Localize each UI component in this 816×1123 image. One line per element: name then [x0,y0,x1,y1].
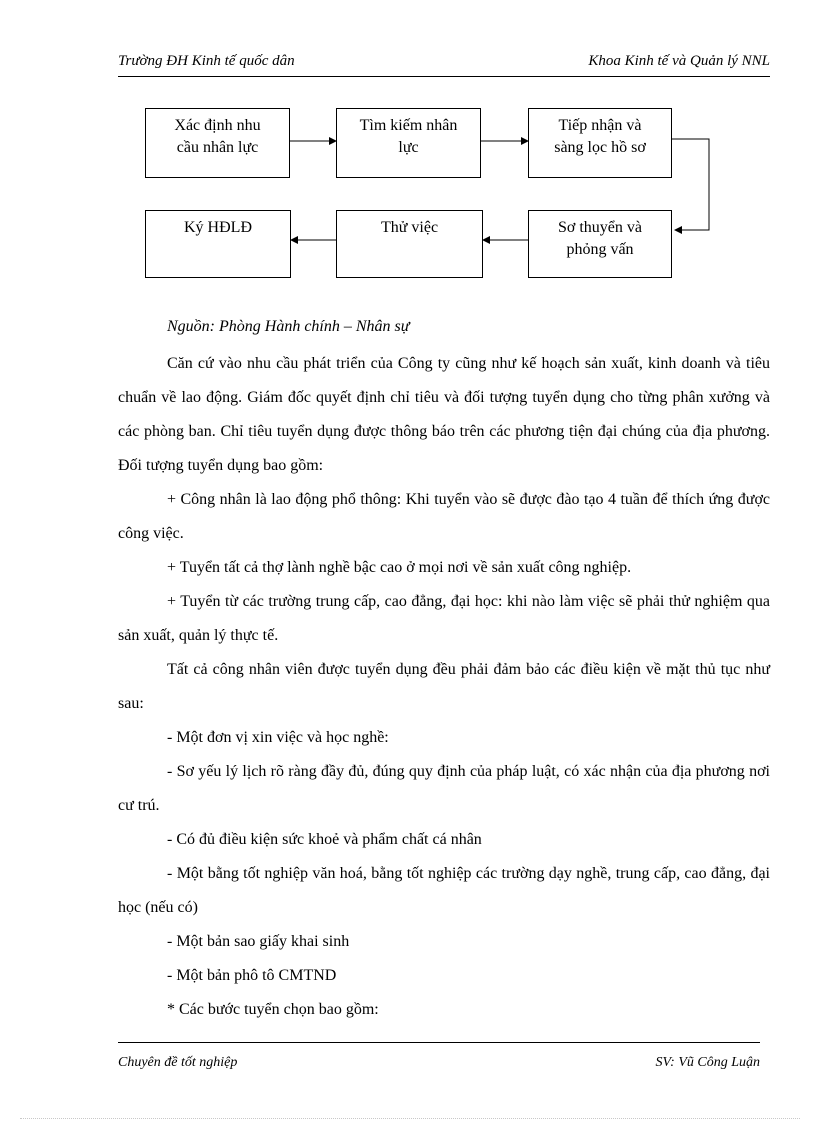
flow-step-3 [528,108,672,178]
flow-step-2 [336,108,481,178]
flow-step-2-line1: Tìm kiếm nhân [359,117,458,134]
flow-step-2-line2: lực [398,139,419,156]
flow-step-1 [145,108,290,178]
flow-step-5 [336,210,483,278]
flow-step-6-line1: Ký HĐLĐ [184,219,252,236]
paragraph: - Sơ yếu lý lịch rõ ràng đầy đủ, đúng quy định của pháp luật, có xác nhận của địa phương nơi cư trú. [118,763,770,814]
paragraph: - Một bản phô tô CMTND [167,967,337,984]
flow-step-4 [528,210,672,278]
paragraph: Tất cả công nhân viên được tuyển dụng đều phải đảm bảo các điều kiện về mặt thủ tục như sau: [118,661,770,712]
body-text [118,347,770,1027]
header-school: Trường ĐH Kinh tế quốc dân [118,53,295,69]
paragraph: + Tuyển tất cả thợ lành nghề bậc cao ở mọi nơi về sản xuất công nghiệp. [167,559,632,576]
flow-step-3-line1: Tiếp nhận và [558,117,642,134]
footer-title: Chuyên đề tốt nghiệp [118,1055,238,1070]
paragraph: Căn cứ vào nhu cầu phát triển của Công ty cũng như kế hoạch sản xuất, kinh doanh và tiêu chuẩn về lao động. Giám đốc quyết định chỉ tiêu và đối tượng tuyển dụng cho từng phân xưởng và các phòng ban. Chỉ tiêu tuyển dụng được thông báo trên các phương tiện đại chúng của địa phương. Đối tượng tuyển dụng bao gồm: [118,355,770,474]
page-edge-divider [20,1118,800,1119]
flow-step-5-line1: Thử việc [380,219,439,236]
flow-step-6 [145,210,291,278]
flow-step-1-line1: Xác định nhu [174,117,261,134]
paragraph: + Công nhân là lao động phổ thông: Khi tuyển vào sẽ được đào tạo 4 tuần để thích ứng được công việc. [118,491,770,542]
flow-step-4-line1: Sơ thuyển và [557,219,642,236]
flow-step-3-line2: sàng lọc hồ sơ [554,139,646,156]
paragraph: * Các bước tuyển chọn bao gồm: [167,1001,379,1018]
paragraph: - Một bằng tốt nghiệp văn hoá, bằng tốt nghiệp các trường dạy nghề, trung cấp, cao đẳng, đại học (nếu có) [118,865,770,916]
paragraph: - Có đủ điều kiện sức khoẻ và phẩm chất cá nhân [167,831,482,848]
paragraph: - Một bản sao giấy khai sinh [167,933,350,950]
paragraph: - Một đơn vị xin việc và học nghề: [167,729,389,746]
arrow-3-to-4 [672,139,709,230]
page-footer [118,1042,760,1079]
figure-source: Nguồn: Phòng Hành chính – Nhân sự [167,318,410,335]
flow-step-4-line2: phỏng vấn [566,241,634,258]
footer-author: SV: Vũ Công Luận [655,1055,760,1070]
flow-step-1-line2: cầu nhân lực [176,139,259,156]
page-header [118,52,770,77]
paragraph: + Tuyển từ các trường trung cấp, cao đẳng, đại học: khi nào làm việc sẽ phải thử nghiệm qua sản xuất, quản lý thực tế. [118,593,770,644]
header-faculty: Khoa Kinh tế và Quản lý NNL [588,53,770,69]
